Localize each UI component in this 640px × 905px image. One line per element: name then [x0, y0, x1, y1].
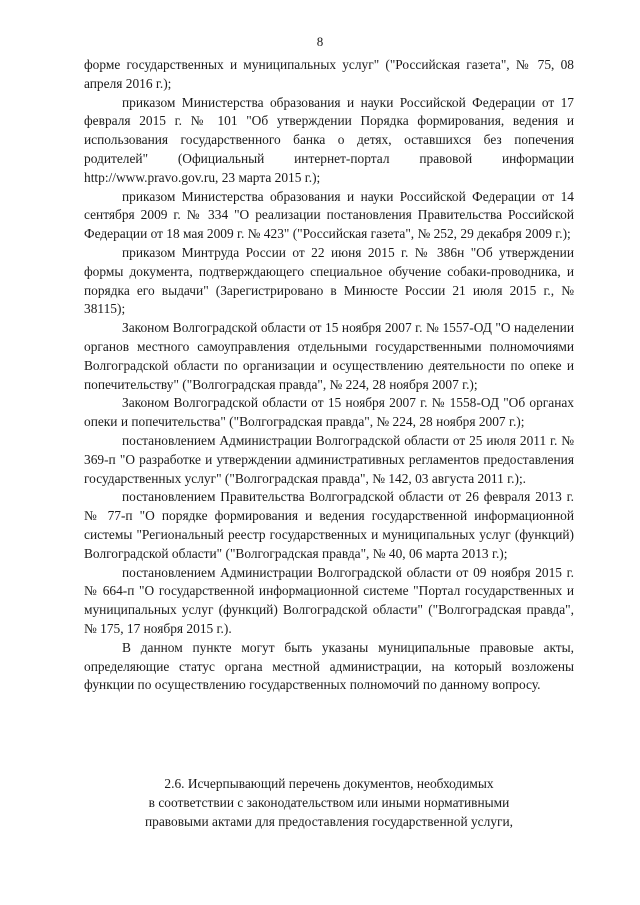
- heading-line: правовыми актами для предоставления государственной услуги,: [144, 814, 514, 829]
- section-heading-2-6: [84, 774, 574, 831]
- paragraph-order-386n: приказом Минтруда России от 22 июня 2015 г. № 386н "Об утверждении формы документа, подтверждающего специальное обучение собаки-проводника, и порядка его выдачи" (Зарегистрировано в Минюсте России 21 июля 2015 г., № 38115);: [84, 244, 574, 317]
- paragraph-law-1557: Законом Волгоградской области от 15 ноября 2007 г. № 1557-ОД "О наделении органов местного самоуправления отдельными государственными полномочиями Волгоградской области по организации и осуществлению деятельности по опеке и попечительству" ("Волгоградская правда", № 224, 28 ноября 2007 г.);: [84, 320, 574, 392]
- page-number: 8: [316, 34, 324, 49]
- paragraph-order-334: приказом Министерства образования и науки Российской Федерации от 14 сентября 2009 г. № 334 "О реализации постановления Правительства Российской Федерации от 18 мая 2009 г. № 423" ("Российская газета", № 252, 29 декабря 2009 г.);: [84, 188, 574, 242]
- document-body: [84, 56, 574, 695]
- paragraph-order-101: приказом Министерства образования и науки Российской Федерации от 17 февраля 2015 г. № 101 "Об утверждении Порядка формирования, ведения и использования государственного банка о детях, оставшихся без попечения родителей" (Официальный интернет-портал правовой информации http://www.pravo.gov.ru, 23 марта 2015 г.);: [84, 94, 574, 185]
- paragraph-law-1558: Законом Волгоградской области от 15 ноября 2007 г. № 1558-ОД "Об органах опеки и попечительства" ("Волгоградская правда", № 224, 28 ноября 2007 г.);: [84, 395, 574, 430]
- paragraph-resolution-77p: постановлением Правительства Волгоградской области от 26 февраля 2013 г. № 77-п "О порядке формирования и ведения государственной информационной системы "Региональный реестр государственных и муниципальных услуг (функций) Волгоградской области" ("Волгоградская правда", № 40, 06 марта 2013 г.);: [84, 489, 574, 561]
- paragraph-resolution-664p: постановлением Администрации Волгоградской области от 09 ноября 2015 г. № 664-п "О государственной информационной системе "Портал государственных и муниципальных услуг (функций) Волгоградской области" ("Волгоградская правда", № 175, 17 ноября 2015 г.).: [84, 564, 574, 636]
- paragraph-municipal-acts-note: В данном пункте могут быть указаны муниципальные правовые акты, определяющие статус органа местной администрации, на который возложены функции по осуществлению государственных полномочий по данному вопросу.: [84, 639, 574, 693]
- heading-line: 2.6. Исчерпывающий перечень документов, необходимых: [164, 776, 494, 791]
- heading-line: в соответствии с законодательством или иными нормативными: [148, 795, 510, 810]
- paragraph-continuation: форме государственных и муниципальных услуг" ("Российская газета", № 75, 08 апреля 2016 г.);: [84, 57, 574, 91]
- paragraph-resolution-369p: постановлением Администрации Волгоградской области от 25 июля 2011 г. № 369-п "О разработке и утверждении административных регламентов предоставления государственных услуг" ("Волгоградская правда", № 142, 03 августа 2011 г.);.: [84, 432, 574, 486]
